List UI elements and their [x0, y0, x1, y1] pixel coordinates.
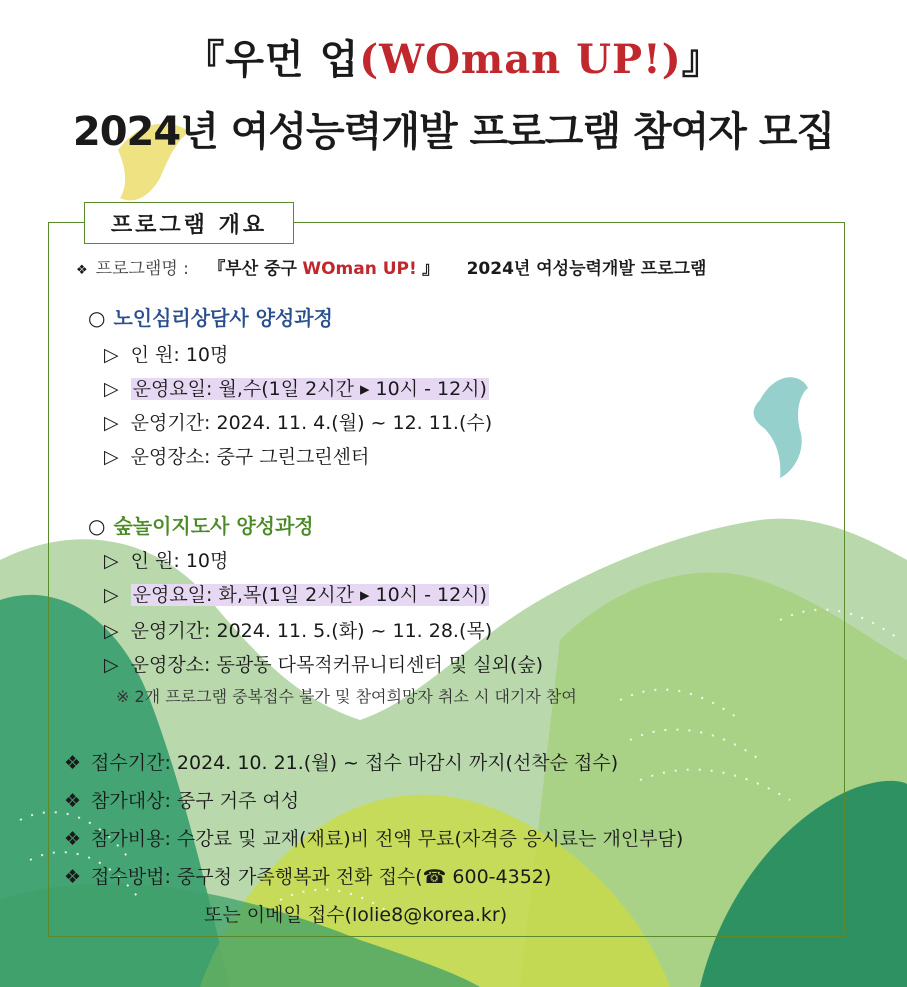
duplicate-registration-note: ※ 2개 프로그램 중복접수 불가 및 참여희망자 취소 시 대기자 참여 [116, 687, 577, 706]
detail-cost: ❖ 참가비용: 수강료 및 교재(재료)비 전액 무료(자격증 응시료는 개인부담) [64, 828, 684, 850]
course2-item-4: ▷ 운영장소: 동광동 다목적커뮤니티센터 및 실외(숲) [104, 654, 544, 676]
course2-item-1: ▷ 인 원: 10명 [104, 550, 229, 572]
detail-registration-period: ❖ 접수기간: 2024. 10. 21.(월) ~ 접수 마감시 까지(선착순 접수) [64, 752, 619, 774]
triangle-bullet-icon: ▷ [104, 344, 119, 366]
triangle-bullet-icon: ▷ [104, 412, 119, 434]
page-title-line2: 2024년 여성능력개발 프로그램 참여자 모집 [72, 109, 835, 155]
diamond-bullet-icon: ❖ [64, 828, 82, 850]
program-name-label: 프로그램명 : [95, 259, 189, 279]
page-title-line1: 『우먼 업(WOman UP!)』 [184, 36, 723, 83]
program-name-close: 』 [422, 259, 440, 279]
diamond-bullet-icon: ❖ [64, 866, 82, 888]
course2-item-3: ▷ 운영기간: 2024. 11. 5.(화) ~ 11. 28.(목) [104, 620, 493, 642]
section-tab: 프로그램 개요 [84, 202, 294, 244]
course-title-1: ○ 노인심리상담사 양성과정 [88, 306, 333, 330]
detail-target: ❖ 참가대상: 중구 거주 여성 [64, 790, 300, 812]
triangle-bullet-icon: ▷ [104, 550, 119, 572]
course1-item-4: ▷ 운영장소: 중구 그린그린센터 [104, 446, 370, 468]
course1-item-1: ▷ 인 원: 10명 [104, 344, 229, 366]
diamond-bullet-icon: ❖ [64, 790, 82, 812]
detail-registration-method: ❖ 접수방법: 중구청 가족행복과 전화 접수(☎ 600-4352) [64, 866, 552, 888]
program-name-brand: WOman UP! [302, 259, 417, 279]
diamond-bullet-icon: ❖ [64, 752, 82, 774]
program-name-rest: 2024년 여성능력개발 프로그램 [466, 259, 707, 279]
program-name-open: 『부산 중구 [208, 259, 297, 279]
program-name-line [76, 254, 706, 279]
course-title-2: ○ 숲놀이지도사 양성과정 [88, 514, 314, 538]
circle-icon: ○ [88, 306, 106, 330]
triangle-bullet-icon: ▷ [104, 378, 119, 400]
course1-item-2: ▷ 운영요일: 월,수(1일 2시간 ▸ 10시 - 12시) [104, 378, 487, 400]
triangle-bullet-icon: ▷ [104, 446, 119, 468]
course2-item-2: ▷ 운영요일: 화,목(1일 2시간 ▸ 10시 - 12시) [104, 584, 487, 606]
triangle-bullet-icon: ▷ [104, 620, 119, 642]
diamond-bullet-icon: ❖ [76, 263, 88, 278]
triangle-bullet-icon: ▷ [104, 584, 119, 606]
triangle-bullet-icon: ▷ [104, 654, 119, 676]
course1-item-3: ▷ 운영기간: 2024. 11. 4.(월) ~ 12. 11.(수) [104, 412, 493, 434]
circle-icon: ○ [88, 514, 106, 538]
email-registration-line[interactable]: 또는 이메일 접수(lolie8@korea.kr) [204, 904, 508, 926]
